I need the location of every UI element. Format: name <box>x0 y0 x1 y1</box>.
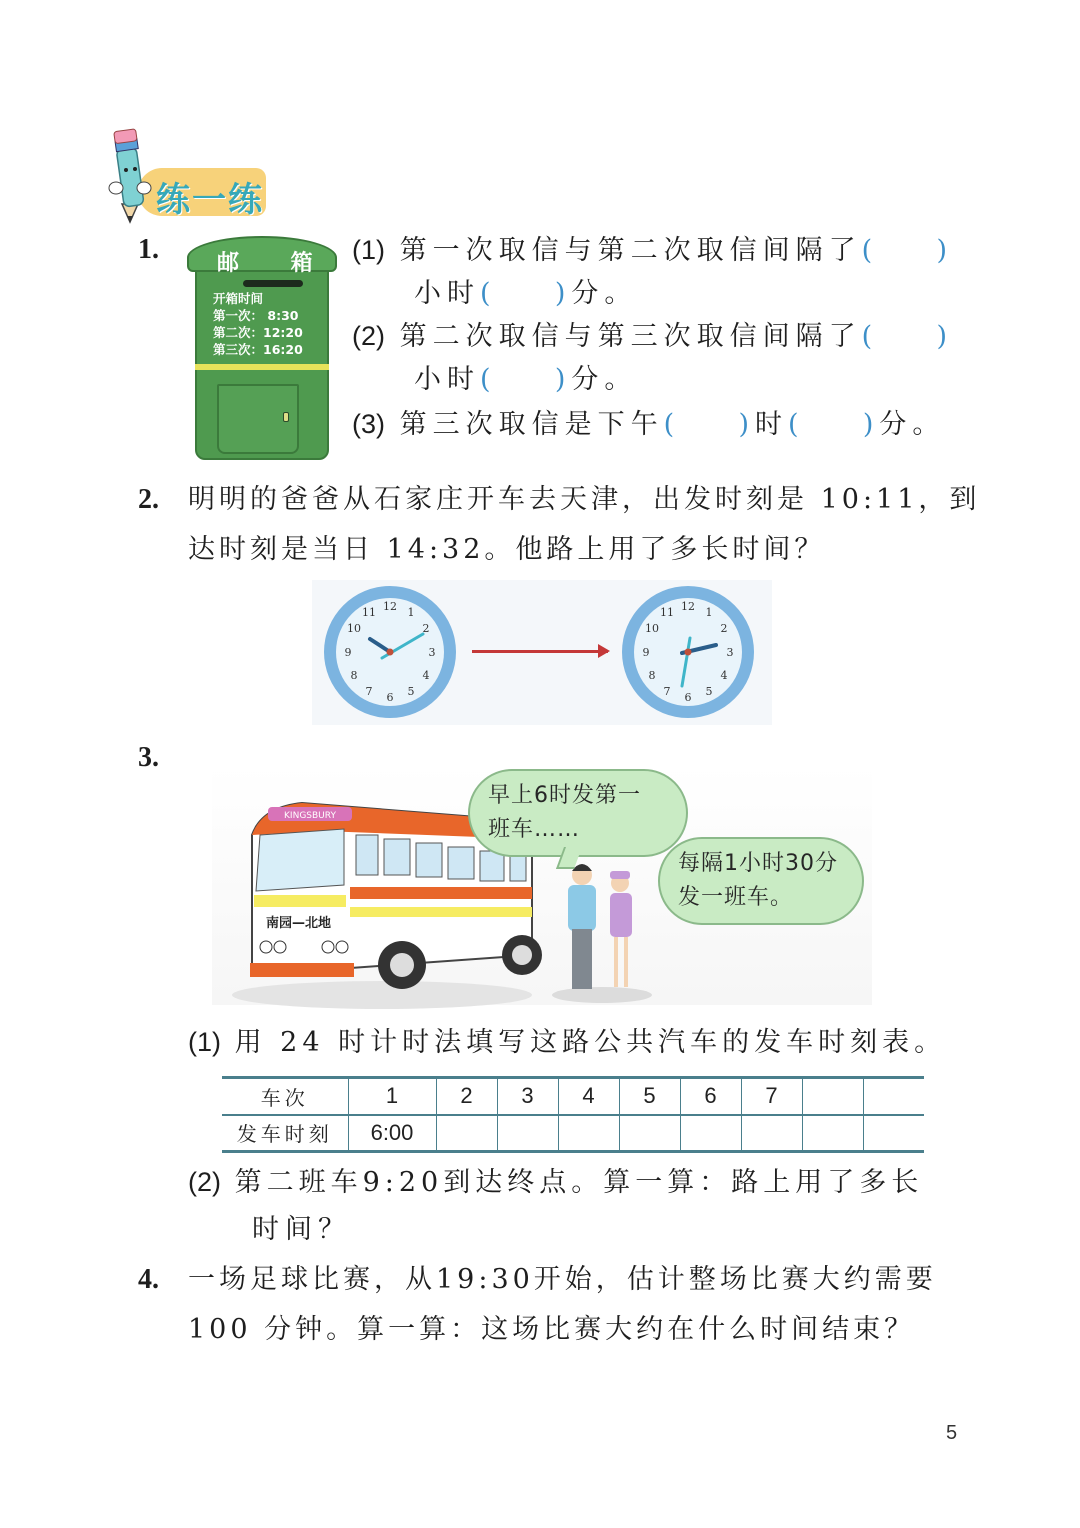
answer-blank[interactable]: ( ) <box>480 278 572 309</box>
q1-part1-line1 <box>352 228 953 273</box>
part-text: 第二次取信与第三次取信间隔了 <box>399 321 862 352</box>
part-text: 小时 <box>414 364 480 395</box>
table-cell <box>802 1078 863 1115</box>
question-number-2: 2. <box>138 484 159 515</box>
q4-line2: 100 分钟。算一算：这场比赛大约在什么时间结束？ <box>188 1314 916 1345</box>
speech-bubble-1 <box>468 769 688 857</box>
part-text: 第三次取信是下午 <box>399 409 664 440</box>
part-tag: (3) <box>352 409 385 439</box>
q4-line1: 一场足球比赛，从19:30开始，估计整场比赛大约需要 <box>188 1264 937 1295</box>
table-cell: 4 <box>558 1078 619 1115</box>
q3-part2-line2: 时间？ <box>252 1214 351 1245</box>
svg-text:11: 11 <box>660 606 674 619</box>
svg-text:7: 7 <box>663 685 671 698</box>
question-number-4: 4. <box>138 1264 159 1295</box>
pickup-time: 8:30 <box>267 308 299 323</box>
part-text: 用 24 时计时法填写这路公共汽车的发车时刻表。 <box>234 1027 947 1058</box>
svg-text:5: 5 <box>705 685 713 698</box>
svg-text:2: 2 <box>422 622 430 635</box>
pickup-label: 第三次： <box>213 342 264 357</box>
schedule-heading: 开箱时间 <box>213 291 264 306</box>
table-cell: 7 <box>741 1078 802 1115</box>
q1-part3-line <box>352 402 945 447</box>
svg-text:2: 2 <box>720 622 728 635</box>
q2-line1: 明明的爸爸从石家庄开车去天津，出发时刻是 10:11，到 <box>188 484 981 515</box>
bus-destination-sign: KINGSBURY <box>284 811 336 821</box>
bubble-text: 每隔1小时30分 <box>678 851 838 876</box>
part-text: 时 <box>755 409 788 440</box>
section-title: 练一练 <box>156 180 264 220</box>
pickup-label: 第二次： <box>213 325 264 340</box>
svg-text:12: 12 <box>383 600 397 613</box>
svg-text:4: 4 <box>422 669 430 682</box>
svg-text:3: 3 <box>726 646 734 659</box>
q1-part2-line1 <box>352 314 953 359</box>
answer-cell[interactable] <box>741 1115 802 1152</box>
svg-text:5: 5 <box>407 685 415 698</box>
bus-stop-illustration <box>212 765 872 1005</box>
table-cell: 6:00 <box>348 1115 436 1152</box>
pickup-row <box>213 307 303 324</box>
speech-bubble-2 <box>658 837 864 925</box>
q1-part1-line2 <box>414 272 637 316</box>
svg-text:12: 12 <box>681 600 695 613</box>
answer-cell[interactable] <box>619 1115 680 1152</box>
svg-text:8: 8 <box>350 669 358 682</box>
svg-text:10: 10 <box>645 622 659 635</box>
part-tag: (2) <box>188 1167 221 1197</box>
table-row-trip <box>222 1078 924 1115</box>
q1-part2-line2 <box>414 358 637 402</box>
q3-part1 <box>188 1020 946 1065</box>
answer-blank[interactable]: ( ) <box>663 409 755 440</box>
part-tag: (1) <box>188 1027 221 1057</box>
table-row-departure <box>222 1115 924 1152</box>
mailbox-lock-icon <box>283 412 289 422</box>
svg-text:8: 8 <box>648 669 656 682</box>
table-cell: 3 <box>497 1078 558 1115</box>
svg-text:9: 9 <box>642 646 650 659</box>
pickup-label: 第一次： <box>213 308 264 323</box>
mailbox-slot <box>243 280 303 287</box>
svg-text:1: 1 <box>705 606 713 619</box>
answer-blank[interactable]: ( ) <box>480 364 572 395</box>
bus-route-label: 南园—北地 <box>266 916 332 931</box>
mailbox-band <box>195 364 329 370</box>
answer-cell[interactable] <box>802 1115 863 1152</box>
bubble-text: 发一班车。 <box>678 885 794 910</box>
row-header: 发车时刻 <box>222 1115 348 1152</box>
pickup-time: 12:20 <box>263 325 303 340</box>
part-tag: (1) <box>352 235 385 265</box>
answer-cell[interactable] <box>436 1115 497 1152</box>
svg-text:11: 11 <box>362 606 376 619</box>
clock-end-icon <box>618 582 758 722</box>
part-text: 分。 <box>879 409 946 440</box>
bus-schedule-table <box>222 1076 924 1153</box>
mailbox-schedule <box>213 290 303 358</box>
svg-text:3: 3 <box>428 646 436 659</box>
part-text: 小时 <box>414 278 480 309</box>
pickup-time: 16:20 <box>263 342 303 357</box>
table-cell: 1 <box>348 1078 436 1115</box>
people-icon <box>552 845 652 1005</box>
pickup-row <box>213 324 303 341</box>
table-cell: 2 <box>436 1078 497 1115</box>
table-cell: 5 <box>619 1078 680 1115</box>
bubble-text: 早上6时发第一 <box>488 783 641 808</box>
table-cell <box>863 1078 924 1115</box>
bubble-text: 班车…… <box>488 817 581 842</box>
answer-blank[interactable]: ( ) <box>861 235 953 266</box>
svg-text:9: 9 <box>344 646 352 659</box>
q2-line2: 达时刻是当日 14:32。他路上用了多长时间？ <box>188 534 826 565</box>
table-cell: 6 <box>680 1078 741 1115</box>
answer-cell[interactable] <box>497 1115 558 1152</box>
part-text: 分。 <box>571 278 638 309</box>
clock-start-icon <box>320 582 460 722</box>
answer-blank[interactable]: ( ) <box>861 321 953 352</box>
part-text: 分。 <box>571 364 638 395</box>
row-header: 车次 <box>222 1078 348 1115</box>
section-header-badge <box>108 126 268 226</box>
mailbox-title: 邮 箱 <box>217 251 335 276</box>
pickup-row <box>213 341 303 358</box>
question-number-1: 1. <box>138 234 159 265</box>
arrow-right-icon <box>472 650 608 653</box>
svg-text:7: 7 <box>365 685 373 698</box>
svg-text:10: 10 <box>347 622 361 635</box>
mailbox-illustration <box>187 236 337 466</box>
part-tag: (2) <box>352 321 385 351</box>
svg-text:6: 6 <box>386 691 394 704</box>
q3-part2-line1 <box>188 1160 923 1205</box>
answer-cell[interactable] <box>558 1115 619 1152</box>
answer-blank[interactable]: ( ) <box>788 409 880 440</box>
answer-cell[interactable] <box>680 1115 741 1152</box>
part-text: 第二班车9:20到达终点。算一算：路上用了多长 <box>234 1167 924 1198</box>
svg-text:6: 6 <box>684 691 692 704</box>
svg-text:1: 1 <box>407 606 415 619</box>
page-number: 5 <box>946 1422 958 1444</box>
part-text: 第一次取信与第二次取信间隔了 <box>399 235 862 266</box>
clock-comparison-figure <box>312 580 772 725</box>
question-number-3: 3. <box>138 742 159 773</box>
answer-cell[interactable] <box>863 1115 924 1152</box>
svg-text:4: 4 <box>720 669 728 682</box>
